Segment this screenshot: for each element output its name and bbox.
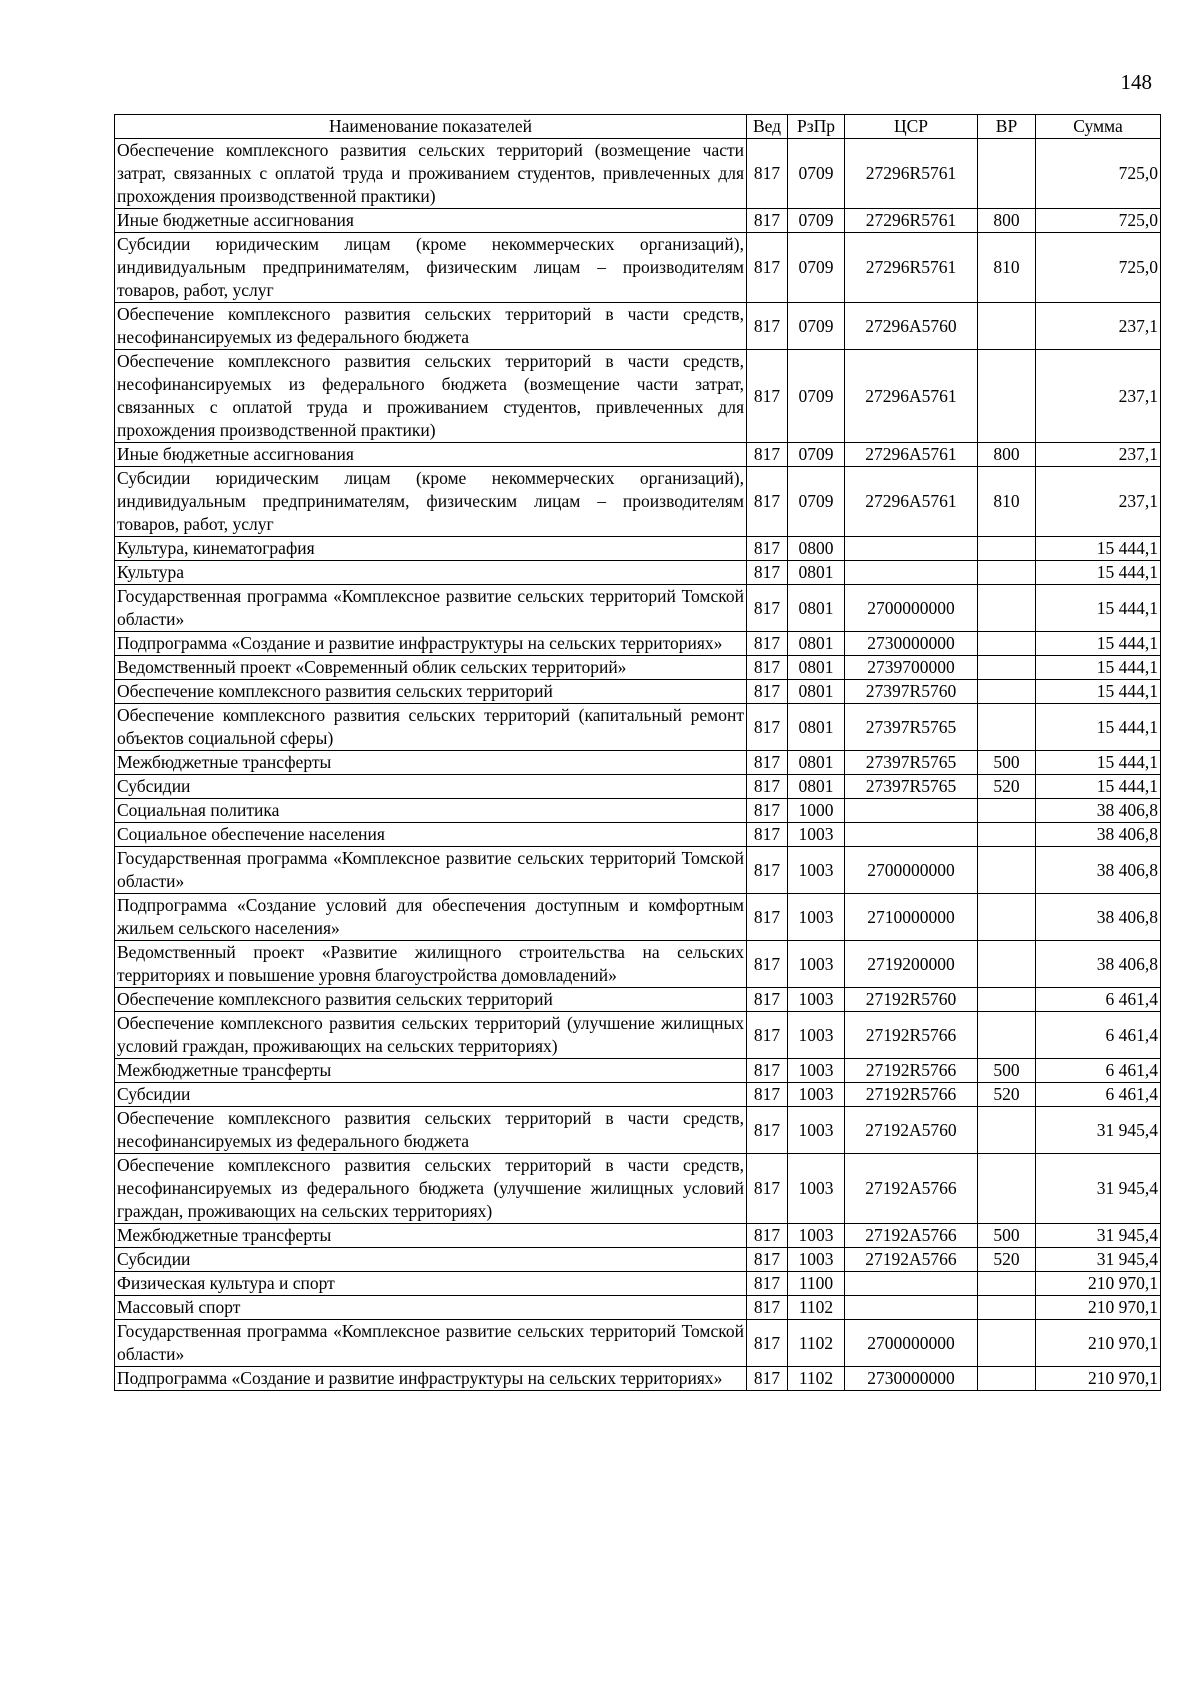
cell-name: Обеспечение комплексного развития сельских территорий (капитальный ремонт объектов социальной сферы) bbox=[115, 704, 747, 751]
cell-ved: 817 bbox=[747, 209, 788, 233]
cell-csr bbox=[845, 561, 978, 585]
table-row bbox=[115, 561, 1161, 585]
cell-name: Обеспечение комплексного развития сельских территорий (возмещение части затрат, связанных с оплатой труда и проживанием студентов, привлеченных для прохождения производственной практики) bbox=[115, 139, 747, 209]
cell-sum: 725,0 bbox=[1036, 209, 1161, 233]
table-row bbox=[115, 1248, 1161, 1272]
cell-vr bbox=[978, 799, 1036, 823]
cell-vr: 800 bbox=[978, 209, 1036, 233]
cell-vr bbox=[978, 941, 1036, 988]
table-row bbox=[115, 775, 1161, 799]
table-row bbox=[115, 1320, 1161, 1367]
header-sum: Сумма bbox=[1036, 115, 1161, 139]
cell-rzpr: 1003 bbox=[788, 1154, 845, 1224]
cell-sum: 210 970,1 bbox=[1036, 1320, 1161, 1367]
cell-ved: 817 bbox=[747, 656, 788, 680]
cell-vr bbox=[978, 680, 1036, 704]
cell-csr: 27192R5766 bbox=[845, 1059, 978, 1083]
cell-rzpr: 0709 bbox=[788, 233, 845, 303]
cell-csr: 27192R5766 bbox=[845, 1083, 978, 1107]
cell-ved: 817 bbox=[747, 1272, 788, 1296]
cell-rzpr: 0709 bbox=[788, 209, 845, 233]
cell-rzpr: 0709 bbox=[788, 350, 845, 443]
cell-vr bbox=[978, 632, 1036, 656]
cell-ved: 817 bbox=[747, 1320, 788, 1367]
cell-sum: 725,0 bbox=[1036, 139, 1161, 209]
cell-name: Социальная политика bbox=[115, 799, 747, 823]
table-row bbox=[115, 350, 1161, 443]
cell-name: Подпрограмма «Создание условий для обеспечения доступным и комфортным жильем сельского населения» bbox=[115, 894, 747, 941]
cell-ved: 817 bbox=[747, 894, 788, 941]
cell-rzpr: 1100 bbox=[788, 1272, 845, 1296]
cell-rzpr: 0801 bbox=[788, 561, 845, 585]
cell-rzpr: 1003 bbox=[788, 988, 845, 1012]
header-csr: ЦСР bbox=[845, 115, 978, 139]
table-row bbox=[115, 799, 1161, 823]
cell-rzpr: 1102 bbox=[788, 1320, 845, 1367]
table-row bbox=[115, 303, 1161, 350]
cell-ved: 817 bbox=[747, 704, 788, 751]
table-row bbox=[115, 585, 1161, 632]
cell-name: Культура, кинематография bbox=[115, 537, 747, 561]
cell-sum: 210 970,1 bbox=[1036, 1367, 1161, 1391]
cell-rzpr: 1003 bbox=[788, 1248, 845, 1272]
cell-csr: 2700000000 bbox=[845, 585, 978, 632]
cell-name: Обеспечение комплексного развития сельских территорий в части средств, несофинансируемых из федерального бюджета (улучшение жилищных условий граждан, проживающих на сельских территориях) bbox=[115, 1154, 747, 1224]
cell-sum: 15 444,1 bbox=[1036, 704, 1161, 751]
cell-rzpr: 1003 bbox=[788, 894, 845, 941]
cell-vr bbox=[978, 1367, 1036, 1391]
cell-name: Физическая культура и спорт bbox=[115, 1272, 747, 1296]
cell-sum: 237,1 bbox=[1036, 303, 1161, 350]
cell-sum: 38 406,8 bbox=[1036, 941, 1161, 988]
cell-csr: 27296R5761 bbox=[845, 233, 978, 303]
cell-ved: 817 bbox=[747, 1248, 788, 1272]
cell-rzpr: 0801 bbox=[788, 751, 845, 775]
cell-csr: 27296A5761 bbox=[845, 443, 978, 467]
budget-table bbox=[114, 114, 1161, 1391]
cell-csr: 27397R5760 bbox=[845, 680, 978, 704]
cell-ved: 817 bbox=[747, 350, 788, 443]
cell-csr: 2700000000 bbox=[845, 847, 978, 894]
cell-ved: 817 bbox=[747, 847, 788, 894]
page-number: 148 bbox=[1120, 70, 1152, 94]
cell-vr bbox=[978, 1107, 1036, 1154]
cell-vr: 800 bbox=[978, 443, 1036, 467]
cell-name: Обеспечение комплексного развития сельских территорий (улучшение жилищных условий граждан, проживающих на сельских территориях) bbox=[115, 1012, 747, 1059]
cell-vr bbox=[978, 303, 1036, 350]
cell-csr: 27296A5761 bbox=[845, 350, 978, 443]
cell-sum: 38 406,8 bbox=[1036, 823, 1161, 847]
table-row bbox=[115, 1272, 1161, 1296]
cell-csr: 27397R5765 bbox=[845, 751, 978, 775]
cell-sum: 31 945,4 bbox=[1036, 1107, 1161, 1154]
cell-vr bbox=[978, 350, 1036, 443]
cell-sum: 15 444,1 bbox=[1036, 775, 1161, 799]
cell-rzpr: 0801 bbox=[788, 775, 845, 799]
cell-rzpr: 1003 bbox=[788, 823, 845, 847]
cell-sum: 237,1 bbox=[1036, 467, 1161, 537]
cell-vr bbox=[978, 847, 1036, 894]
cell-name: Межбюджетные трансферты bbox=[115, 751, 747, 775]
cell-sum: 725,0 bbox=[1036, 233, 1161, 303]
cell-name: Массовый спорт bbox=[115, 1296, 747, 1320]
cell-name: Субсидии bbox=[115, 1083, 747, 1107]
cell-vr bbox=[978, 988, 1036, 1012]
cell-vr bbox=[978, 1296, 1036, 1320]
cell-ved: 817 bbox=[747, 799, 788, 823]
cell-csr: 27192A5766 bbox=[845, 1224, 978, 1248]
cell-csr bbox=[845, 823, 978, 847]
cell-name: Ведомственный проект «Современный облик сельских территорий» bbox=[115, 656, 747, 680]
cell-ved: 817 bbox=[747, 1224, 788, 1248]
table-row bbox=[115, 1083, 1161, 1107]
cell-ved: 817 bbox=[747, 443, 788, 467]
cell-name: Государственная программа «Комплексное развитие сельских территорий Томской области» bbox=[115, 1320, 747, 1367]
cell-sum: 15 444,1 bbox=[1036, 632, 1161, 656]
cell-csr: 2730000000 bbox=[845, 1367, 978, 1391]
cell-vr bbox=[978, 561, 1036, 585]
cell-csr: 27192A5766 bbox=[845, 1248, 978, 1272]
cell-name: Обеспечение комплексного развития сельских территорий bbox=[115, 988, 747, 1012]
cell-name: Культура bbox=[115, 561, 747, 585]
cell-rzpr: 0801 bbox=[788, 680, 845, 704]
cell-name: Обеспечение комплексного развития сельских территорий в части средств, несофинансируемых из федерального бюджета (возмещение части затрат, связанных с оплатой труда и проживанием студентов, привлеченных для прохождения производственной практики) bbox=[115, 350, 747, 443]
cell-sum: 6 461,4 bbox=[1036, 988, 1161, 1012]
cell-csr: 27192R5766 bbox=[845, 1012, 978, 1059]
cell-ved: 817 bbox=[747, 823, 788, 847]
cell-ved: 817 bbox=[747, 561, 788, 585]
cell-name: Государственная программа «Комплексное развитие сельских территорий Томской области» bbox=[115, 847, 747, 894]
cell-vr: 520 bbox=[978, 1248, 1036, 1272]
cell-ved: 817 bbox=[747, 1059, 788, 1083]
cell-ved: 817 bbox=[747, 1083, 788, 1107]
cell-vr: 500 bbox=[978, 751, 1036, 775]
cell-vr bbox=[978, 704, 1036, 751]
cell-csr: 27296R5761 bbox=[845, 139, 978, 209]
cell-ved: 817 bbox=[747, 467, 788, 537]
cell-ved: 817 bbox=[747, 751, 788, 775]
cell-sum: 38 406,8 bbox=[1036, 894, 1161, 941]
cell-ved: 817 bbox=[747, 1012, 788, 1059]
cell-name: Обеспечение комплексного развития сельских территорий bbox=[115, 680, 747, 704]
cell-ved: 817 bbox=[747, 632, 788, 656]
cell-rzpr: 0800 bbox=[788, 537, 845, 561]
cell-sum: 31 945,4 bbox=[1036, 1248, 1161, 1272]
cell-sum: 31 945,4 bbox=[1036, 1224, 1161, 1248]
cell-rzpr: 1102 bbox=[788, 1296, 845, 1320]
cell-ved: 817 bbox=[747, 775, 788, 799]
table-row bbox=[115, 233, 1161, 303]
cell-name: Иные бюджетные ассигнования bbox=[115, 209, 747, 233]
cell-sum: 6 461,4 bbox=[1036, 1012, 1161, 1059]
cell-sum: 6 461,4 bbox=[1036, 1083, 1161, 1107]
cell-csr: 2700000000 bbox=[845, 1320, 978, 1367]
cell-sum: 237,1 bbox=[1036, 350, 1161, 443]
cell-sum: 210 970,1 bbox=[1036, 1296, 1161, 1320]
table-row bbox=[115, 139, 1161, 209]
table-row bbox=[115, 209, 1161, 233]
cell-ved: 817 bbox=[747, 941, 788, 988]
cell-csr bbox=[845, 1296, 978, 1320]
table-row bbox=[115, 1367, 1161, 1391]
cell-csr: 2710000000 bbox=[845, 894, 978, 941]
cell-sum: 15 444,1 bbox=[1036, 537, 1161, 561]
cell-csr: 27192A5760 bbox=[845, 1107, 978, 1154]
table-row bbox=[115, 941, 1161, 988]
cell-name: Государственная программа «Комплексное развитие сельских территорий Томской области» bbox=[115, 585, 747, 632]
cell-sum: 38 406,8 bbox=[1036, 847, 1161, 894]
cell-rzpr: 0801 bbox=[788, 585, 845, 632]
cell-rzpr: 1003 bbox=[788, 1107, 845, 1154]
header-ved: Вед bbox=[747, 115, 788, 139]
table-row bbox=[115, 704, 1161, 751]
cell-ved: 817 bbox=[747, 139, 788, 209]
cell-sum: 15 444,1 bbox=[1036, 561, 1161, 585]
table-header bbox=[115, 115, 1161, 139]
cell-rzpr: 1000 bbox=[788, 799, 845, 823]
cell-csr: 27296R5761 bbox=[845, 209, 978, 233]
cell-ved: 817 bbox=[747, 537, 788, 561]
cell-sum: 210 970,1 bbox=[1036, 1272, 1161, 1296]
cell-rzpr: 0709 bbox=[788, 139, 845, 209]
cell-name: Социальное обеспечение населения bbox=[115, 823, 747, 847]
cell-rzpr: 0709 bbox=[788, 443, 845, 467]
cell-ved: 817 bbox=[747, 680, 788, 704]
cell-ved: 817 bbox=[747, 303, 788, 350]
cell-rzpr: 1003 bbox=[788, 941, 845, 988]
cell-ved: 817 bbox=[747, 585, 788, 632]
cell-rzpr: 0801 bbox=[788, 656, 845, 680]
cell-csr: 2739700000 bbox=[845, 656, 978, 680]
header-name: Наименование показателей bbox=[115, 115, 747, 139]
table-body bbox=[115, 139, 1161, 1391]
header-vr: ВР bbox=[978, 115, 1036, 139]
cell-vr bbox=[978, 537, 1036, 561]
table-row bbox=[115, 751, 1161, 775]
cell-csr: 27296A5760 bbox=[845, 303, 978, 350]
cell-csr: 27192R5760 bbox=[845, 988, 978, 1012]
cell-ved: 817 bbox=[747, 988, 788, 1012]
cell-csr bbox=[845, 537, 978, 561]
cell-ved: 817 bbox=[747, 1154, 788, 1224]
cell-csr: 2719200000 bbox=[845, 941, 978, 988]
cell-vr: 520 bbox=[978, 775, 1036, 799]
cell-rzpr: 0709 bbox=[788, 303, 845, 350]
cell-rzpr: 1003 bbox=[788, 1224, 845, 1248]
cell-vr bbox=[978, 1154, 1036, 1224]
cell-name: Субсидии юридическим лицам (кроме некоммерческих организаций), индивидуальным предпринимателям, физическим лицам – производителям товаров, работ, услуг bbox=[115, 467, 747, 537]
table-row bbox=[115, 443, 1161, 467]
cell-name: Подпрограмма «Создание и развитие инфраструктуры на сельских территориях» bbox=[115, 1367, 747, 1391]
header-row bbox=[115, 115, 1161, 139]
table-row bbox=[115, 1154, 1161, 1224]
cell-csr: 2730000000 bbox=[845, 632, 978, 656]
table-row bbox=[115, 1107, 1161, 1154]
cell-name: Иные бюджетные ассигнования bbox=[115, 443, 747, 467]
cell-vr: 810 bbox=[978, 233, 1036, 303]
cell-name: Межбюджетные трансферты bbox=[115, 1224, 747, 1248]
cell-name: Подпрограмма «Создание и развитие инфраструктуры на сельских территориях» bbox=[115, 632, 747, 656]
cell-vr bbox=[978, 1320, 1036, 1367]
cell-sum: 15 444,1 bbox=[1036, 751, 1161, 775]
cell-name: Ведомственный проект «Развитие жилищного строительства на сельских территориях и повышение уровня благоустройства домовладений» bbox=[115, 941, 747, 988]
cell-sum: 38 406,8 bbox=[1036, 799, 1161, 823]
table-row bbox=[115, 1296, 1161, 1320]
cell-name: Субсидии юридическим лицам (кроме некоммерческих организаций), индивидуальным предпринимателям, физическим лицам – производителям товаров, работ, услуг bbox=[115, 233, 747, 303]
cell-rzpr: 1003 bbox=[788, 1059, 845, 1083]
cell-rzpr: 0801 bbox=[788, 632, 845, 656]
table-row bbox=[115, 1224, 1161, 1248]
table-row bbox=[115, 894, 1161, 941]
cell-name: Субсидии bbox=[115, 775, 747, 799]
cell-csr: 27296A5761 bbox=[845, 467, 978, 537]
cell-name: Обеспечение комплексного развития сельских территорий в части средств, несофинансируемых из федерального бюджета bbox=[115, 303, 747, 350]
cell-vr bbox=[978, 139, 1036, 209]
cell-vr: 520 bbox=[978, 1083, 1036, 1107]
cell-sum: 6 461,4 bbox=[1036, 1059, 1161, 1083]
table-row bbox=[115, 1059, 1161, 1083]
table-row bbox=[115, 680, 1161, 704]
table-row bbox=[115, 467, 1161, 537]
table-row bbox=[115, 847, 1161, 894]
cell-sum: 15 444,1 bbox=[1036, 656, 1161, 680]
cell-ved: 817 bbox=[747, 233, 788, 303]
cell-ved: 817 bbox=[747, 1107, 788, 1154]
cell-vr bbox=[978, 1272, 1036, 1296]
cell-vr: 500 bbox=[978, 1224, 1036, 1248]
cell-rzpr: 1003 bbox=[788, 1012, 845, 1059]
cell-name: Межбюджетные трансферты bbox=[115, 1059, 747, 1083]
cell-sum: 15 444,1 bbox=[1036, 585, 1161, 632]
table-row bbox=[115, 632, 1161, 656]
cell-vr bbox=[978, 894, 1036, 941]
table-row bbox=[115, 823, 1161, 847]
table-row bbox=[115, 1012, 1161, 1059]
table-row bbox=[115, 988, 1161, 1012]
header-rzpr: РзПр bbox=[788, 115, 845, 139]
cell-sum: 31 945,4 bbox=[1036, 1154, 1161, 1224]
cell-vr bbox=[978, 585, 1036, 632]
cell-sum: 237,1 bbox=[1036, 443, 1161, 467]
cell-rzpr: 1003 bbox=[788, 1083, 845, 1107]
cell-vr: 810 bbox=[978, 467, 1036, 537]
cell-sum: 15 444,1 bbox=[1036, 680, 1161, 704]
cell-vr bbox=[978, 823, 1036, 847]
cell-vr bbox=[978, 1012, 1036, 1059]
cell-csr bbox=[845, 799, 978, 823]
cell-csr: 27192A5766 bbox=[845, 1154, 978, 1224]
table-row bbox=[115, 537, 1161, 561]
cell-rzpr: 0801 bbox=[788, 704, 845, 751]
cell-ved: 817 bbox=[747, 1296, 788, 1320]
table-row bbox=[115, 656, 1161, 680]
cell-csr bbox=[845, 1272, 978, 1296]
cell-name: Обеспечение комплексного развития сельских территорий в части средств, несофинансируемых из федерального бюджета bbox=[115, 1107, 747, 1154]
cell-rzpr: 0709 bbox=[788, 467, 845, 537]
cell-csr: 27397R5765 bbox=[845, 704, 978, 751]
cell-csr: 27397R5765 bbox=[845, 775, 978, 799]
cell-ved: 817 bbox=[747, 1367, 788, 1391]
cell-vr: 500 bbox=[978, 1059, 1036, 1083]
cell-rzpr: 1003 bbox=[788, 847, 845, 894]
cell-rzpr: 1102 bbox=[788, 1367, 845, 1391]
cell-vr bbox=[978, 656, 1036, 680]
cell-name: Субсидии bbox=[115, 1248, 747, 1272]
